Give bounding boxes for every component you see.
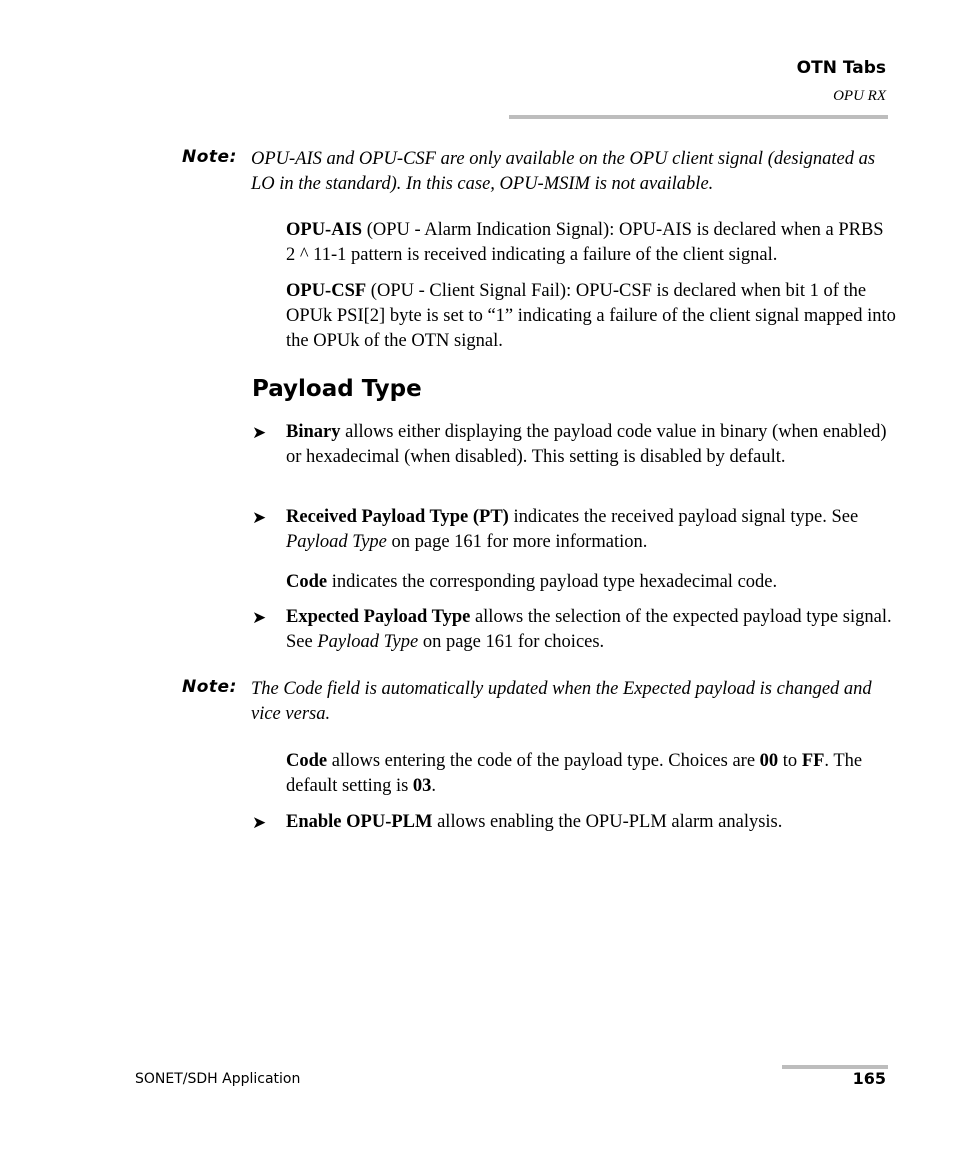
opu-csf-text: (OPU - Client Signal Fail): OPU-CSF is declared when bit 1 of the OPUk PSI[2] byte is set to “1” indicating a failure of the client signal mapped into the OPUk of the OTN signal.: [286, 281, 896, 351]
enable-plm-text: allows enabling the OPU-PLM alarm analysis.: [432, 812, 783, 832]
enable-plm-term: Enable OPU-PLM: [286, 812, 433, 832]
opu-csf-term: OPU-CSF: [286, 281, 367, 301]
received-pt-text-end: on page 161 for more information.: [386, 532, 648, 552]
expected-pt-text-end: on page 161 for choices.: [418, 632, 605, 652]
running-header-title: OTN Tabs: [796, 58, 886, 78]
expected-pt-text: allows the selection of the expected payload type signal. See: [286, 607, 892, 652]
footer-doc-title: SONET/SDH Application: [135, 1071, 301, 1087]
binary-item: [286, 420, 896, 470]
opu-ais-paragraph: [286, 218, 896, 268]
bullet-arrow-icon: ➤: [252, 813, 267, 832]
bullet-arrow-icon: ➤: [252, 508, 267, 527]
received-pt-term: Received Payload Type (PT): [286, 507, 509, 527]
binary-text: allows either displaying the payload code value in binary (when enabled) or hexadecimal (when disabled). This setting is disabled by default.: [286, 422, 887, 467]
code-indicates-paragraph: [286, 570, 896, 595]
note-text: OPU-AIS and OPU-CSF are only available on the OPU client signal (designated as LO in the standard). In this case, OPU-MSIM is not available.: [251, 149, 876, 194]
opu-ais-term: OPU-AIS: [286, 220, 363, 240]
note-text: The Code field is automatically updated when the Expected payload is changed and vice versa.: [251, 679, 872, 724]
code-text: allows entering the code of the payload type. Choices are: [327, 751, 760, 771]
running-header-subtitle: OPU RX: [833, 88, 886, 104]
enable-opu-plm-item: [286, 810, 896, 835]
header-rule: [509, 115, 888, 119]
payload-type-link[interactable]: Payload Type: [317, 632, 419, 652]
bullet-arrow-icon: ➤: [252, 423, 267, 442]
payload-type-link[interactable]: Payload Type: [286, 532, 387, 552]
opu-ais-text: (OPU - Alarm Indication Signal): OPU-AIS is declared when a PRBS 2 ^ 11-1 pattern is received indicating a failure of the client signal.: [286, 220, 884, 265]
code-text-default: . The default setting is: [286, 751, 863, 796]
code-text-end: .: [431, 776, 437, 796]
code-default-value: 03: [412, 776, 432, 796]
section-heading: Payload Type: [252, 376, 422, 402]
note-label: Note:: [182, 147, 237, 167]
received-payload-type-item: [286, 505, 896, 555]
code-max-value: FF: [801, 751, 825, 771]
code-term: Code: [286, 751, 328, 771]
opu-csf-paragraph: [286, 279, 896, 354]
note-label: Note:: [182, 677, 237, 697]
expected-payload-type-item: [286, 605, 896, 655]
page-number: 165: [852, 1069, 886, 1088]
code-text: indicates the corresponding payload type hexadecimal code.: [327, 572, 778, 592]
bullet-arrow-icon: ➤: [252, 608, 267, 627]
code-term: Code: [286, 572, 328, 592]
received-pt-text: indicates the received payload signal type. See: [508, 507, 859, 527]
binary-term: Binary: [286, 422, 341, 442]
expected-pt-term: Expected Payload Type: [286, 607, 471, 627]
code-allows-paragraph: [286, 749, 896, 799]
code-text-to: to: [778, 751, 802, 771]
code-min-value: 00: [759, 751, 779, 771]
